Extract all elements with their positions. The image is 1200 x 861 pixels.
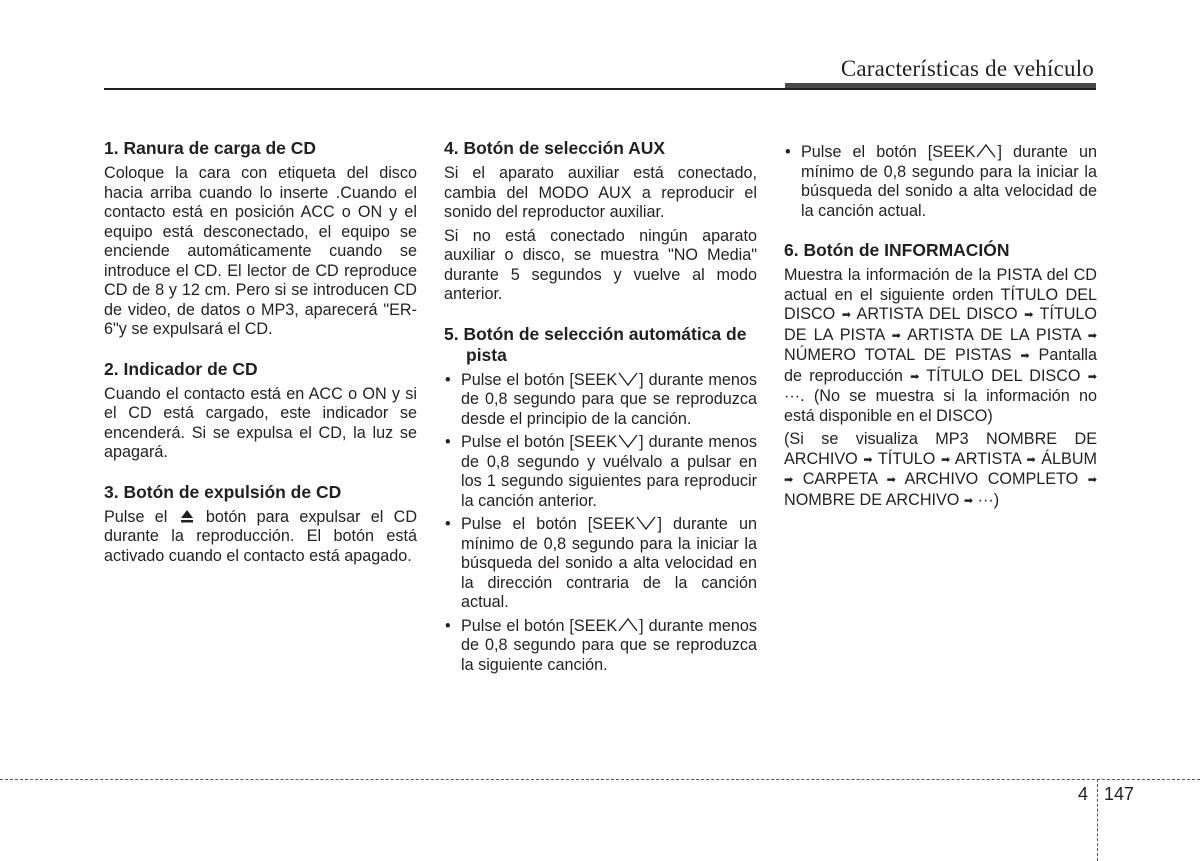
section-text: Si el aparato auxiliar está conectado, cambia del MODO AUX a reproducir el sonido del reproductor auxiliar.: [444, 164, 757, 221]
arrow-right-icon: ➡: [963, 494, 974, 507]
list-item: • Pulse el botón [SEEK ] durante un mínimo de 0,8 segundo para la iniciar la búsqueda del sonido a alta velocidad en la dirección contraria de la canción actual.: [444, 515, 757, 613]
section-text: Coloque la cara con etiqueta del disco hacia arriba cuando lo inserte .Cuando el contacto está en posición ACC o ON y el equipo está desconectado, el equipo se enciende automáticamente cuando se introduce el CD. El lector de CD reproduce CD de 8 y 12 cm. Pero si se introducen CD de video, de datos o MP3, aparecerá "ER-6"y se expulsará el CD.: [104, 164, 417, 338]
section-eject-button: [104, 482, 417, 567]
seek-up-icon: [975, 143, 997, 159]
seek-down-icon: [635, 515, 657, 531]
seek-up-icon: [617, 617, 639, 633]
column-3: [784, 143, 1097, 530]
section-title: 6. Botón de INFORMACIÓN: [784, 240, 1010, 260]
column-2: [444, 138, 757, 694]
list-item: • Pulse el botón [SEEK ] durante menos de 0,8 segundo para que se reproduzca desde el principio de la canción.: [444, 371, 757, 430]
section-text: Si no está conectado ningún aparato auxiliar o disco, se muestra "NO Media" durante 5 segundos y vuelve al modo anterior.: [444, 226, 757, 303]
section-cd-slot: [104, 138, 417, 340]
list-item: • Pulse el botón [SEEK ] durante menos de 0,8 segundo para que se reproduzca la siguiente canción.: [444, 617, 757, 676]
arrow-right-icon: ➡: [841, 309, 851, 321]
page-number: 147: [1104, 784, 1135, 804]
section-title: 5. Botón de selección automática de pista: [444, 323, 747, 365]
arrow-right-icon: ➡: [784, 474, 794, 486]
column-1: [104, 138, 417, 585]
bullet-list: [784, 143, 1097, 221]
bullet-list: [444, 371, 757, 676]
arrow-right-icon: ➡: [1087, 370, 1097, 383]
chapter-number: 4: [1078, 784, 1089, 804]
section-text: Muestra la información de la PISTA del CD actual en el siguiente orden TÍTULO DEL DISCO ➡ ARTISTA DEL DISCO ➡ TÍTULO DE LA PISTA ➡ ARTISTA DE LA PISTA ➡ NÚMERO TOTAL DE PISTAS ➡ Pantalla de reproducción ➡ TÍTULO DEL DISCO ➡ ···. (No se muestra si la información no está disponible en el DISCO): [784, 266, 1098, 425]
section-text: Cuando el contacto está en ACC o ON y si el CD está cargado, este indicador se encenderá. Si se expulsa el CD, la luz se apagará.: [104, 384, 417, 461]
arrow-right-icon: ➡: [1087, 474, 1098, 486]
footer-dashed-rule: [0, 779, 1200, 780]
arrow-right-icon: ➡: [1024, 309, 1034, 321]
header-rule: [104, 88, 1096, 90]
section-text: (Si se visualiza MP3 NOMBRE DE ARCHIVO ➡ TÍTULO ➡ ARTISTA ➡ ÁLBUM ➡ CARPETA ➡ ARCHIVO COMPLETO ➡ NOMBRE DE ARCHIVO ➡ ···): [784, 430, 1098, 509]
section-title: 4. Botón de selección AUX: [444, 138, 666, 158]
eject-icon: [180, 509, 194, 523]
section-title: 1. Ranura de carga de CD: [104, 138, 317, 158]
arrow-right-icon: ➡: [1087, 329, 1098, 342]
arrow-right-icon: ➡: [1020, 350, 1030, 362]
section-aux-button: [444, 138, 757, 305]
section-text: Pulse el botón para expulsar el CD durante la reproducción. El botón está activado cuando el contacto está apagado.: [104, 507, 418, 565]
arrow-right-icon: ➡: [910, 370, 920, 383]
seek-down-icon: [617, 371, 639, 387]
arrow-right-icon: ➡: [940, 453, 951, 466]
section-title: 2. Indicador de CD: [104, 358, 258, 379]
section-info-button: [784, 240, 1097, 511]
seek-down-icon: [617, 433, 639, 449]
page-header-title: Características de vehículo: [840, 56, 1094, 81]
arrow-right-icon: ➡: [886, 474, 896, 486]
list-item: • Pulse el botón [SEEK ] durante menos de 0,8 segundo y vuélvalo a pulsar en los 1 segundo siguientes para reproducir la canción anterior.: [444, 433, 757, 511]
footer-dashed-divider: [1097, 779, 1098, 861]
arrow-right-icon: ➡: [863, 453, 873, 466]
section-title: 3. Botón de expulsión de CD: [104, 481, 342, 502]
section-track-select-continued: [784, 143, 1097, 221]
section-cd-indicator: [104, 359, 417, 463]
list-item: • Pulse el botón [SEEK ] durante un mínimo de 0,8 segundo para la iniciar la búsqueda del sonido a alta velocidad de la canción actual.: [784, 143, 1097, 221]
section-track-select: [444, 324, 757, 676]
arrow-right-icon: ➡: [891, 329, 901, 342]
arrow-right-icon: ➡: [1026, 453, 1036, 466]
